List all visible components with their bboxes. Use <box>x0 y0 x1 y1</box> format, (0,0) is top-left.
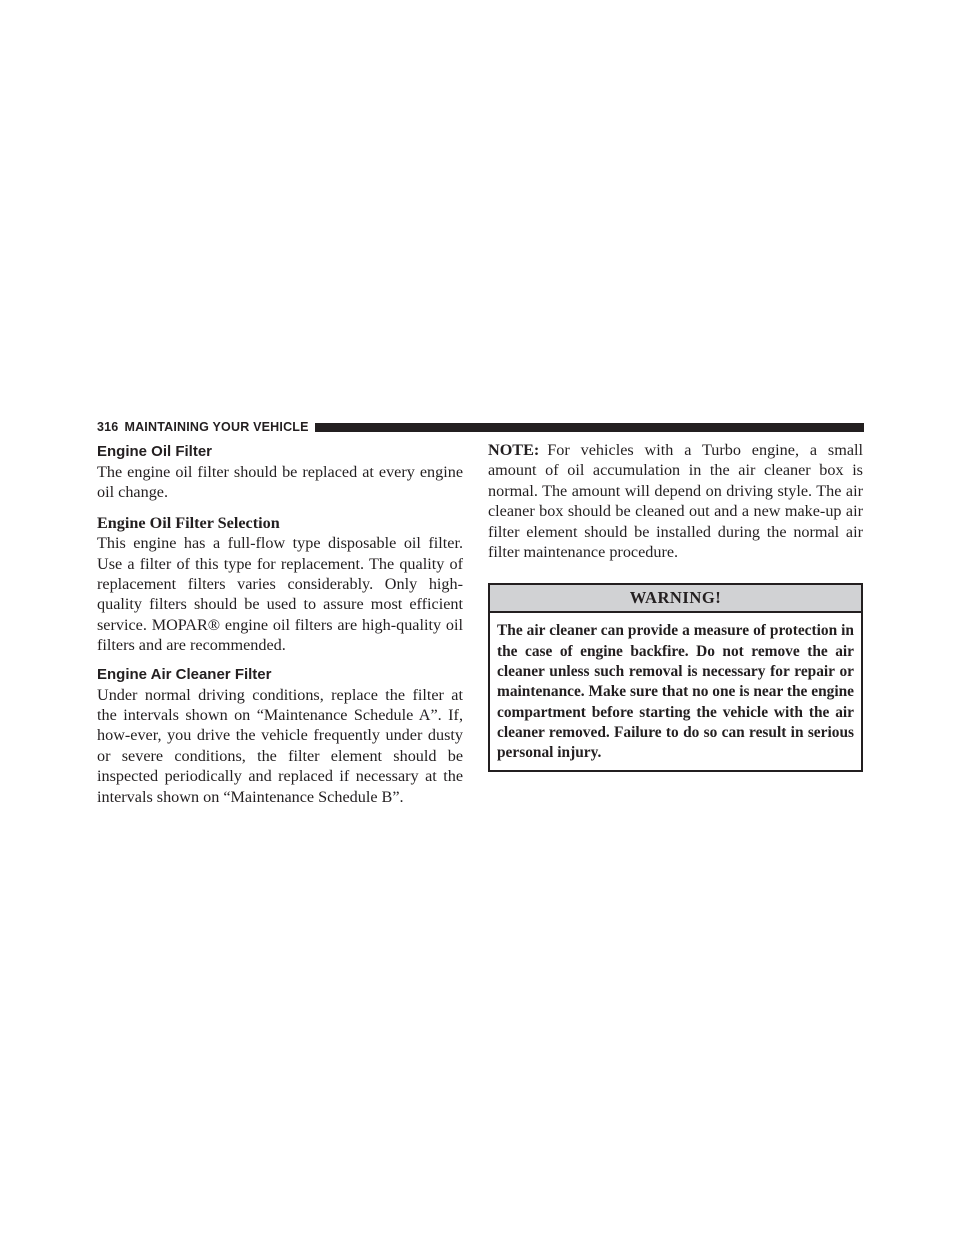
oil-filter-selection-heading: Engine Oil Filter Selection <box>97 513 280 532</box>
oil-filter-heading: Engine Oil Filter <box>97 443 213 460</box>
warning-title: WARNING! <box>490 585 861 613</box>
right-column <box>488 440 863 772</box>
page-header <box>97 418 864 436</box>
warning-text: The air cleaner can provide a measure of protection in the case of engine backfire. Do not remove the air cleaner unless such removal is necessary for repair or maintenance. Make sure that no one is near the engine compartment before starting the vehicle with the air cleaner removed. Failure to do so can result in serious personal injury. <box>497 622 854 762</box>
left-column <box>97 440 463 807</box>
note-label: NOTE: <box>488 441 540 459</box>
note-text: For vehicles with a Turbo engine, a small amount of oil accumulation in the air cleaner box is normal. The amount will depend on driving style. The air cleaner box should be cleaned out and a new make-up air filter element should be installed during the normal air filter maintenance procedure. <box>488 441 863 562</box>
header-rule <box>315 423 864 432</box>
air-cleaner-filter-paragraph: Under normal driving conditions, replace the filter at the intervals shown on “Maintenance Schedule A”. If, how-ever, you drive the vehicle frequently under dusty or severe conditions, the filter element should be inspected periodically and replaced if necessary at the intervals shown on “Maintenance Schedule B”. <box>97 685 463 806</box>
oil-filter-paragraph: The engine oil filter should be replaced at every engine oil change. <box>97 463 463 502</box>
oil-filter-selection-paragraph: This engine has a full-flow type disposable oil filter. Use a filter of this type for replacement. The quality of replacement filters varies considerably. Only high-quality filters should be used to assure most efficient service. MOPAR® engine oil filters are high-quality oil filters and are recommended. <box>97 534 463 655</box>
air-cleaner-filter-heading: Engine Air Cleaner Filter <box>97 665 272 683</box>
warning-box <box>488 583 863 771</box>
note-paragraph <box>488 440 863 562</box>
page-number: 316 <box>97 420 119 434</box>
section-title: MAINTAINING YOUR VEHICLE <box>124 420 309 434</box>
